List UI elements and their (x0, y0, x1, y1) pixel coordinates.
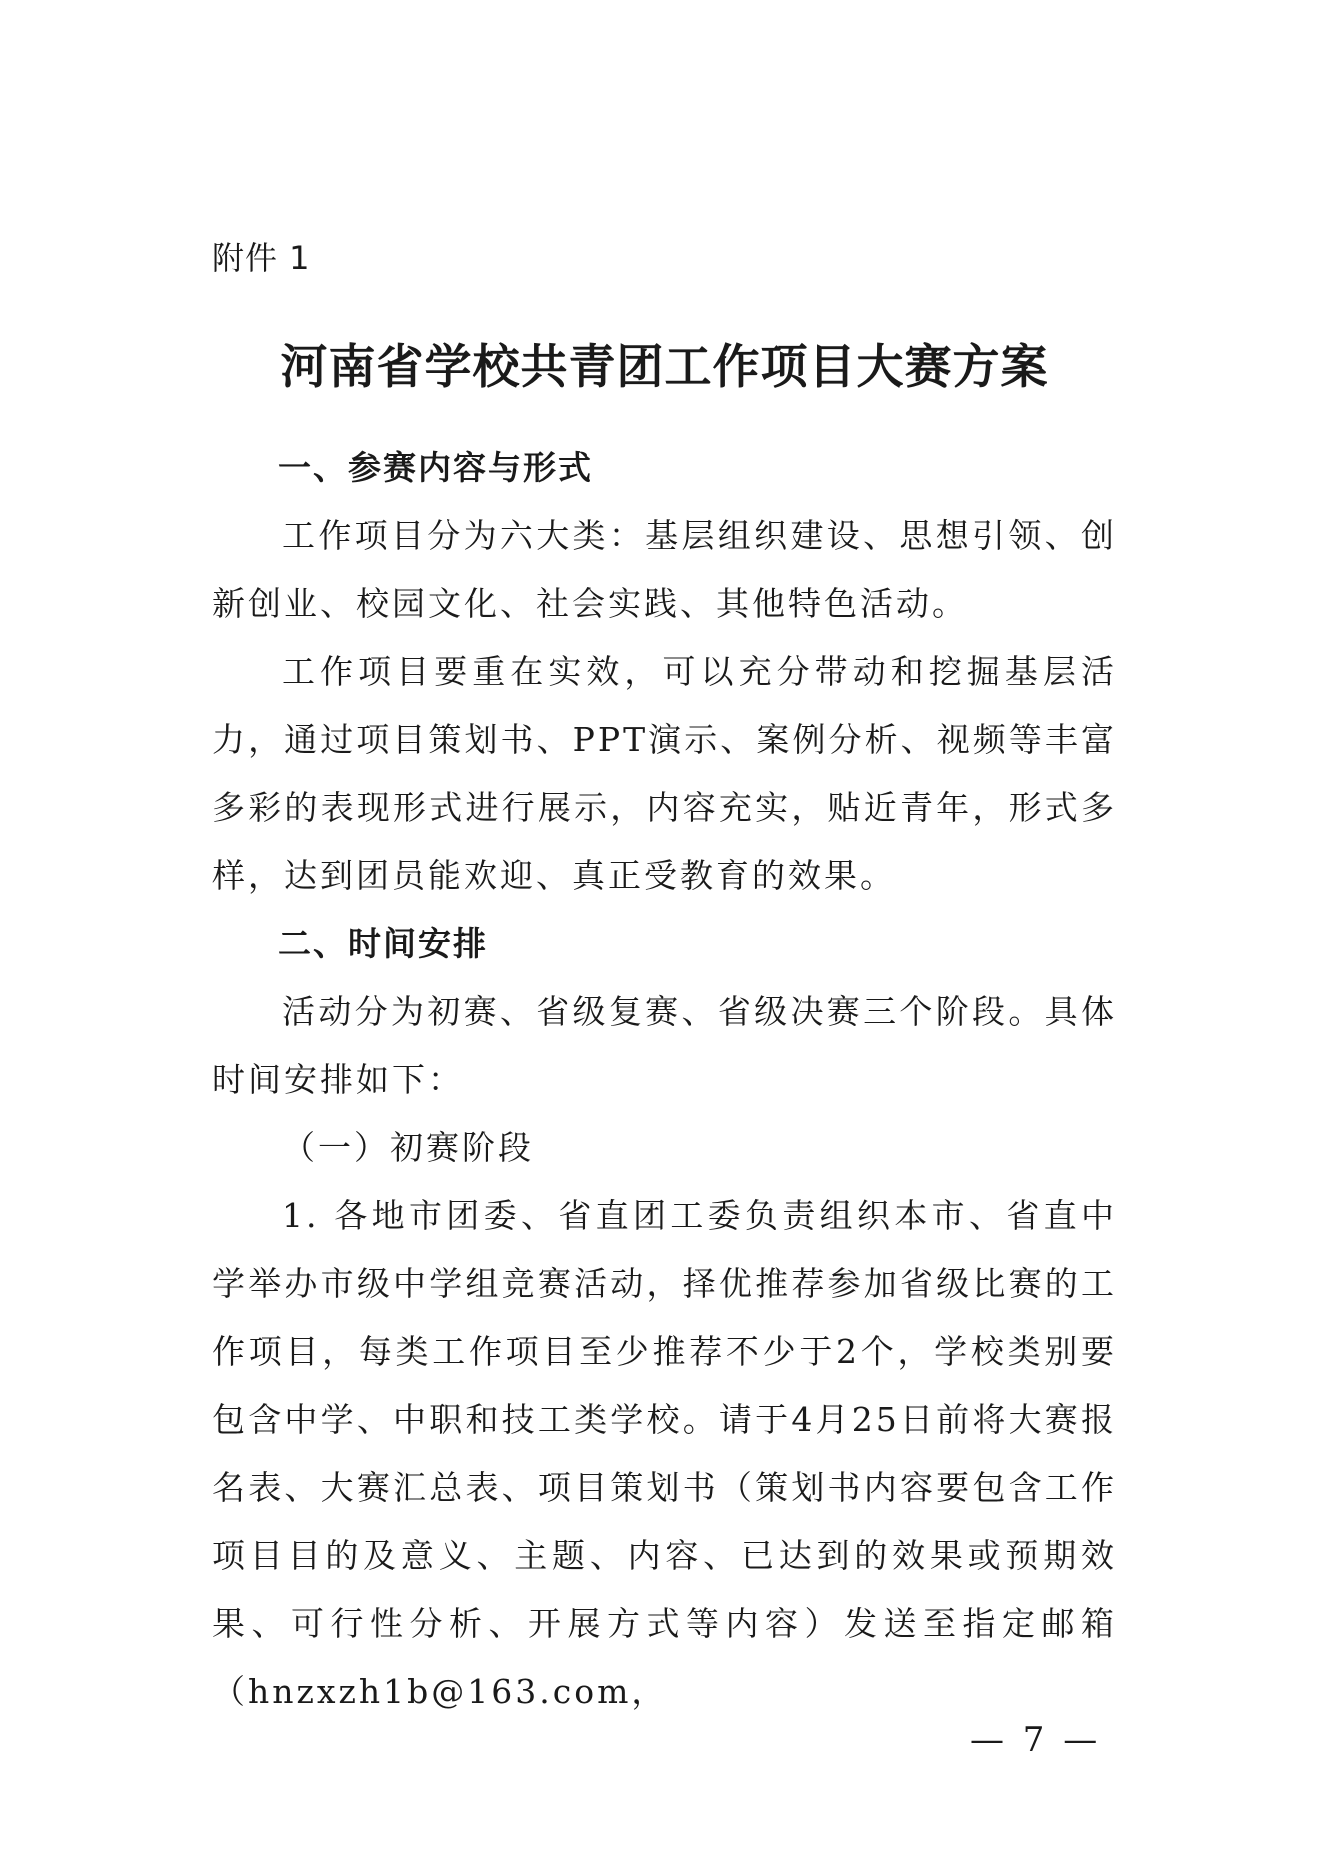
section-1-paragraph-2: 工作项目要重在实效，可以充分带动和挖掘基层活力，通过项目策划书、PPT演示、案例分析、视频等丰富多彩的表现形式进行展示，内容充实，贴近青年，形式多样，达到团员能欢迎、真正受教育的效果。 (212, 652, 1117, 895)
section-2-item-1: 1. 各地市团委、省直团工委负责组织本市、省直中学举办市级中学组竞赛活动，择优推荐参加省级比赛的工作项目，每类工作项目至少推荐不少于2个，学校类别要包含中学、中职和技工类学校。请于4月25日前将大赛报名表、大赛汇总表、项目策划书（策划书内容要包含工作项目目的及意义、主题、内容、已达到的效果或预期效果、可行性分析、开展方式等内容）发送至指定邮箱（hnzxzh1b@163.com， (212, 1196, 1117, 1711)
document-title: 河南省学校共青团工作项目大赛方案 (280, 340, 1049, 395)
section-2-heading: 二、时间安排 (278, 924, 488, 963)
section-1-paragraph-1: 工作项目分为六大类：基层组织建设、思想引领、创新创业、校园文化、社会实践、其他特色活动。 (212, 516, 1117, 623)
attachment-label: 附件 1 (212, 239, 311, 277)
page-number: — 7 — (970, 1720, 1102, 1760)
document-body (212, 434, 1117, 1726)
section-2-paragraph-1: 活动分为初赛、省级复赛、省级决赛三个阶段。具体时间安排如下： (212, 992, 1117, 1099)
section-2-subheading-1: （一）初赛阶段 (282, 1128, 534, 1167)
section-1-heading: 一、参赛内容与形式 (278, 448, 593, 487)
